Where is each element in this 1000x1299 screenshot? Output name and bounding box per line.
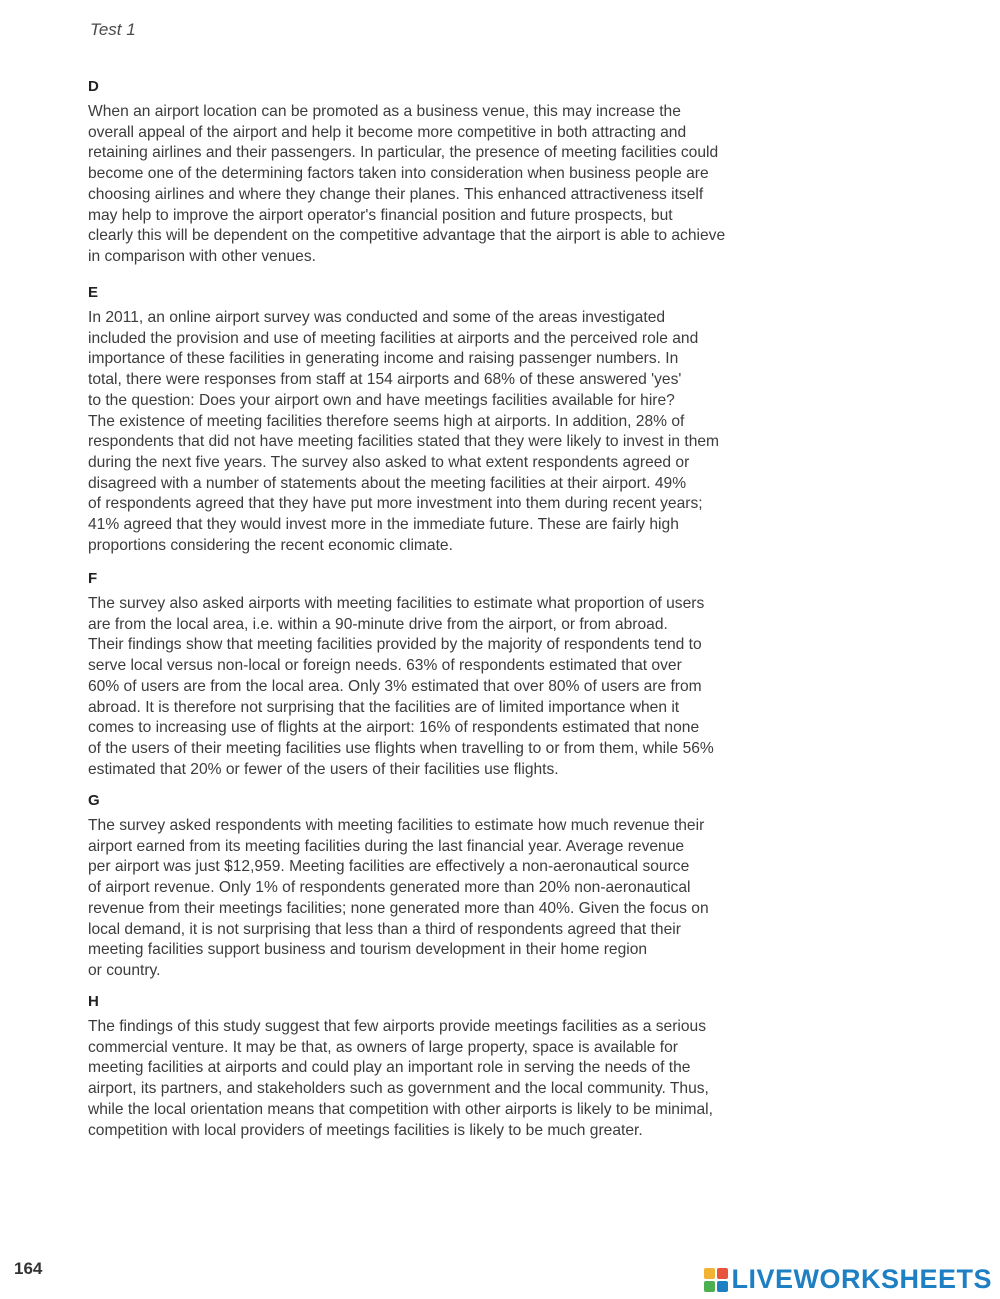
- section-d: [88, 78, 848, 268]
- section-letter: E: [88, 284, 99, 301]
- page-header-title: Test 1: [90, 20, 136, 39]
- text-line: included the provision and use of meeting facilities at airports and the perceived role and: [88, 329, 699, 347]
- section-paragraph: [88, 102, 848, 268]
- section-letter: G: [88, 792, 100, 809]
- text-line: Their findings show that meeting facilities provided by the majority of respondents tend to: [88, 636, 702, 654]
- text-line: 41% agreed that they would invest more in the immediate future. These are fairly high: [88, 516, 679, 534]
- text-line: serve local versus non-local or foreign needs. 63% of respondents estimated that over: [88, 657, 682, 675]
- text-line: to the question: Does your airport own and have meetings facilities available for hire?: [88, 391, 675, 409]
- logo-square-3: [704, 1281, 715, 1292]
- text-line: during the next five years. The survey also asked to what extent respondents agreed or: [88, 453, 690, 471]
- logo-wordmark: LIVEWORKSHEETS: [731, 1264, 992, 1294]
- text-line: of airport revenue. Only 1% of respondents generated more than 20% non-aeronautical: [88, 879, 691, 897]
- text-line: In 2011, an online airport survey was conducted and some of the areas investigated: [88, 309, 666, 326]
- text-line: in comparison with other venues.: [88, 247, 316, 265]
- section-paragraph: [88, 594, 848, 780]
- text-line: respondents that did not have meeting facilities stated that they were likely to invest in them: [88, 433, 720, 451]
- text-line: retaining airlines and their passengers. In particular, the presence of meeting facilities could: [88, 144, 719, 162]
- text-line: choosing airlines and where they change their planes. This enhanced attractiveness itself: [88, 185, 704, 203]
- text-line: abroad. It is therefore not surprising that the facilities are of limited importance when it: [88, 698, 680, 716]
- text-line: become one of the determining factors taken into consideration when business people are: [88, 165, 709, 183]
- logo-square-4: [717, 1281, 728, 1292]
- section-paragraph: [88, 816, 848, 982]
- section-paragraph: [88, 1017, 848, 1141]
- text-line: overall appeal of the airport and help it become more competitive in both attracting and: [88, 123, 687, 141]
- text-line: The survey also asked airports with meeting facilities to estimate what proportion of users: [88, 595, 705, 612]
- text-line: while the local orientation means that competition with other airports is likely to be minimal,: [88, 1100, 713, 1118]
- logo-square-1: [704, 1268, 715, 1279]
- text-line: proportions considering the recent economic climate.: [88, 536, 453, 554]
- text-line: or country.: [88, 961, 161, 979]
- section-letter: H: [88, 993, 99, 1010]
- text-line: revenue from their meetings facilities; none generated more than 40%. Given the focus on: [88, 899, 709, 917]
- section-letter: D: [88, 78, 99, 95]
- section-h: [88, 993, 848, 1141]
- section-g: [88, 792, 848, 982]
- text-line: are from the local area, i.e. within a 90-minute drive from the airport, or from abroad.: [88, 615, 668, 633]
- text-line: The survey asked respondents with meeting facilities to estimate how much revenue their: [88, 817, 705, 834]
- logo-square-2: [717, 1268, 728, 1279]
- section-letter: F: [88, 570, 98, 587]
- section-f: [88, 570, 848, 780]
- text-line: 60% of users are from the local area. Only 3% estimated that over 80% of users are from: [88, 677, 702, 695]
- text-line: estimated that 20% or fewer of the users of their facilities use flights.: [88, 760, 559, 778]
- text-line: per airport was just $12,959. Meeting facilities are effectively a non-aeronautical source: [88, 858, 690, 876]
- text-line: commercial venture. It may be that, as owners of large property, space is available for: [88, 1038, 678, 1056]
- text-line: The existence of meeting facilities therefore seems high at airports. In addition, 28% of: [88, 412, 685, 430]
- text-line: competition with local providers of meetings facilities is likely to be much greater.: [88, 1121, 643, 1139]
- text-line: may help to improve the airport operator's financial position and future prospects, but: [88, 206, 673, 224]
- text-line: disagreed with a number of statements about the meeting facilities at their airport. 49%: [88, 474, 687, 492]
- section-e: [88, 284, 848, 556]
- text-line: local demand, it is not surprising that less than a third of respondents agreed that their: [88, 920, 681, 938]
- text-line: airport earned from its meeting facilities during the last financial year. Average revenue: [88, 837, 685, 855]
- text-line: importance of these facilities in generating income and raising passenger numbers. In: [88, 350, 679, 368]
- text-line: of respondents agreed that they have put more investment into them during recent years;: [88, 495, 703, 513]
- text-line: comes to increasing use of flights at the airport: 16% of respondents estimated that none: [88, 719, 700, 737]
- text-line: When an airport location can be promoted as a business venue, this may increase the: [88, 103, 681, 120]
- text-line: clearly this will be dependent on the competitive advantage that the airport is able to achieve: [88, 227, 726, 245]
- logo-grid-icon: [704, 1268, 728, 1292]
- section-paragraph: [88, 308, 848, 556]
- text-line: meeting facilities support business and tourism development in their home region: [88, 941, 648, 959]
- text-line: total, there were responses from staff at 154 airports and 68% of these answered 'yes': [88, 371, 682, 389]
- page-number: 164: [14, 1259, 43, 1278]
- text-line: The findings of this study suggest that few airports provide meetings facilities as a serious: [88, 1018, 706, 1035]
- text-line: airport, its partners, and stakeholders such as government and the local community. Thus,: [88, 1080, 709, 1098]
- text-line: of the users of their meeting facilities use flights when travelling to or from them, while 56%: [88, 739, 714, 757]
- liveworksheets-logo[interactable]: [704, 1264, 992, 1295]
- text-line: meeting facilities at airports and could play an important role in serving the needs of the: [88, 1059, 691, 1077]
